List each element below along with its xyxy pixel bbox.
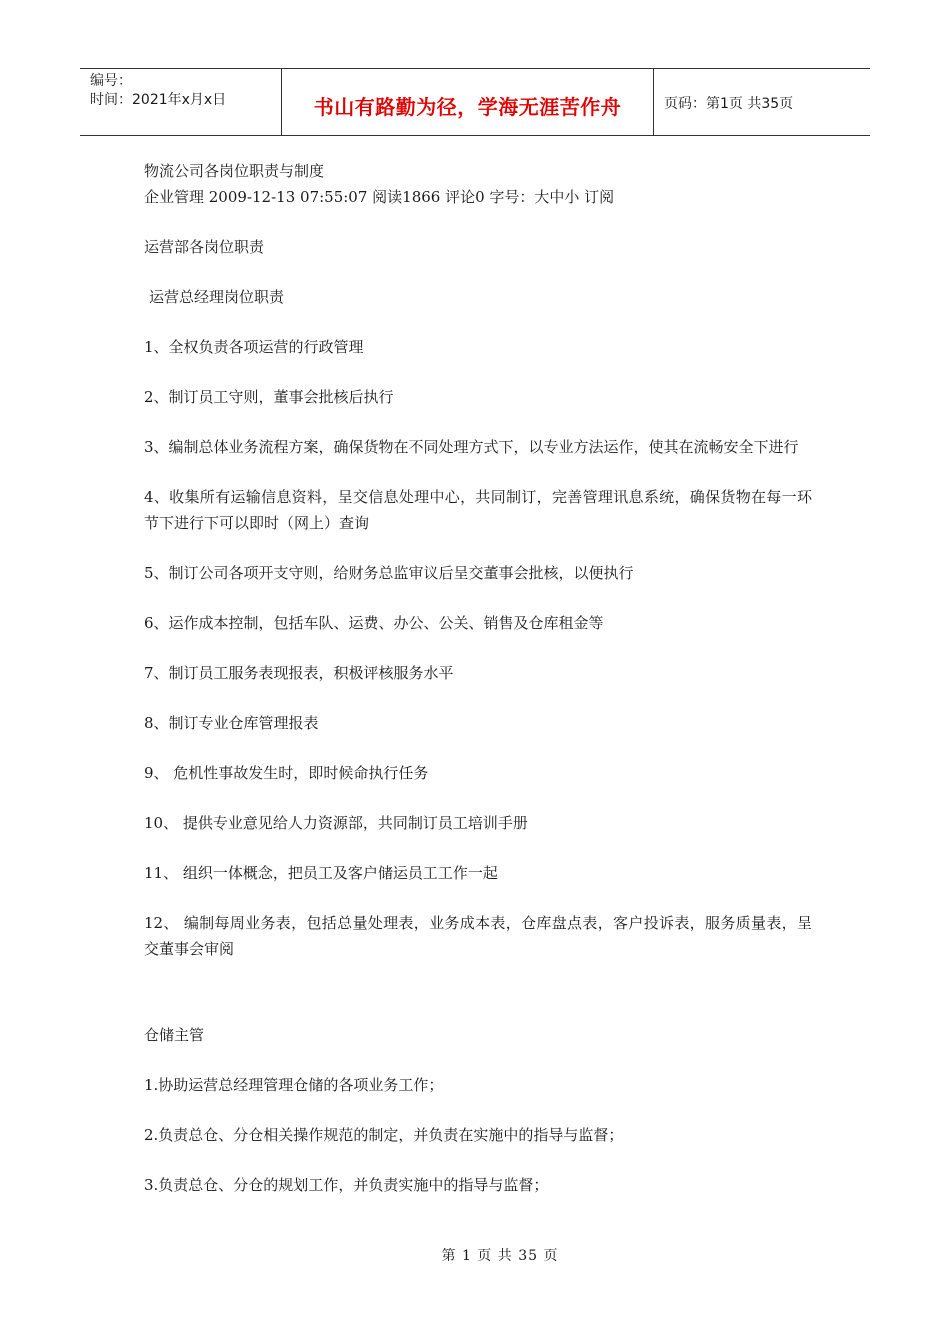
list-item: 1、全权负责各项运营的行政管理 xyxy=(144,338,364,356)
header-middle-cell xyxy=(282,69,654,135)
motto-text: 书山有路勤为径，学海无涯苦作舟 xyxy=(313,94,622,119)
document-body xyxy=(144,158,812,1198)
list-item: 9、 危机性事故发生时，即时候命执行任务 xyxy=(144,764,429,782)
page-footer: 第 1 页 共 35 页 xyxy=(441,1248,559,1264)
section-heading-warehouse: 仓储主管 xyxy=(144,1026,205,1044)
page-info: 页码：第1页 共35页 xyxy=(664,96,794,112)
list-item: 12、 编制每周业务表，包括总量处理表，业务成本表，仓库盘点表，客户投诉表，服务质量表，呈交董事会审阅 xyxy=(144,914,812,958)
list-item: 2、制订员工守则，董事会批核后执行 xyxy=(144,388,394,406)
time-label: 时间：2021年x月x日 xyxy=(90,92,227,108)
list-item: 5、制订公司各项开支守则，给财务总监审议后呈交董事会批核，以便执行 xyxy=(144,564,634,582)
list-item: 10、 提供专业意见给人力资源部，共同制订员工培训手册 xyxy=(144,814,528,832)
document-header xyxy=(80,68,870,136)
list-item: 2.负责总仓、分仓相关操作规范的制定，并负责在实施中的指导与监督； xyxy=(144,1126,624,1144)
list-item: 1.协助运营总经理管理仓储的各项业务工作； xyxy=(144,1076,444,1094)
list-item: 3、编制总体业务流程方案，确保货物在不同处理方式下，以专业方法运作，使其在流畅安全下进行 xyxy=(144,438,799,456)
list-item: 3.负责总仓、分仓的规划工作，并负责实施中的指导与监督； xyxy=(144,1176,549,1194)
header-right-cell xyxy=(654,69,870,135)
list-item: 6、运作成本控制，包括车队、运费、办公、公关、销售及仓库租金等 xyxy=(144,614,604,632)
list-item: 7、制订员工服务表现报表，积极评核服务水平 xyxy=(144,664,454,682)
header-left-cell xyxy=(80,69,282,135)
doc-meta: 企业管理 2009-12-13 07:55:07 阅读1866 评论0 字号：大中小 订阅 xyxy=(144,188,615,206)
list-item: 4、收集所有运输信息资料，呈交信息处理中心，共同制订，完善管理讯息系统，确保货物在每一环节下进行下可以即时（网上）查询 xyxy=(144,488,812,532)
list-item: 11、 组织一体概念，把员工及客户储运员工工作一起 xyxy=(144,864,498,882)
section-heading-operations: 运营部各岗位职责 xyxy=(144,238,265,256)
doc-title: 物流公司各岗位职责与制度 xyxy=(144,162,325,180)
number-label: 编号： xyxy=(90,73,132,89)
subsection-heading-gm: 运营总经理岗位职责 xyxy=(149,288,285,306)
list-item: 8、制订专业仓库管理报表 xyxy=(144,714,319,732)
